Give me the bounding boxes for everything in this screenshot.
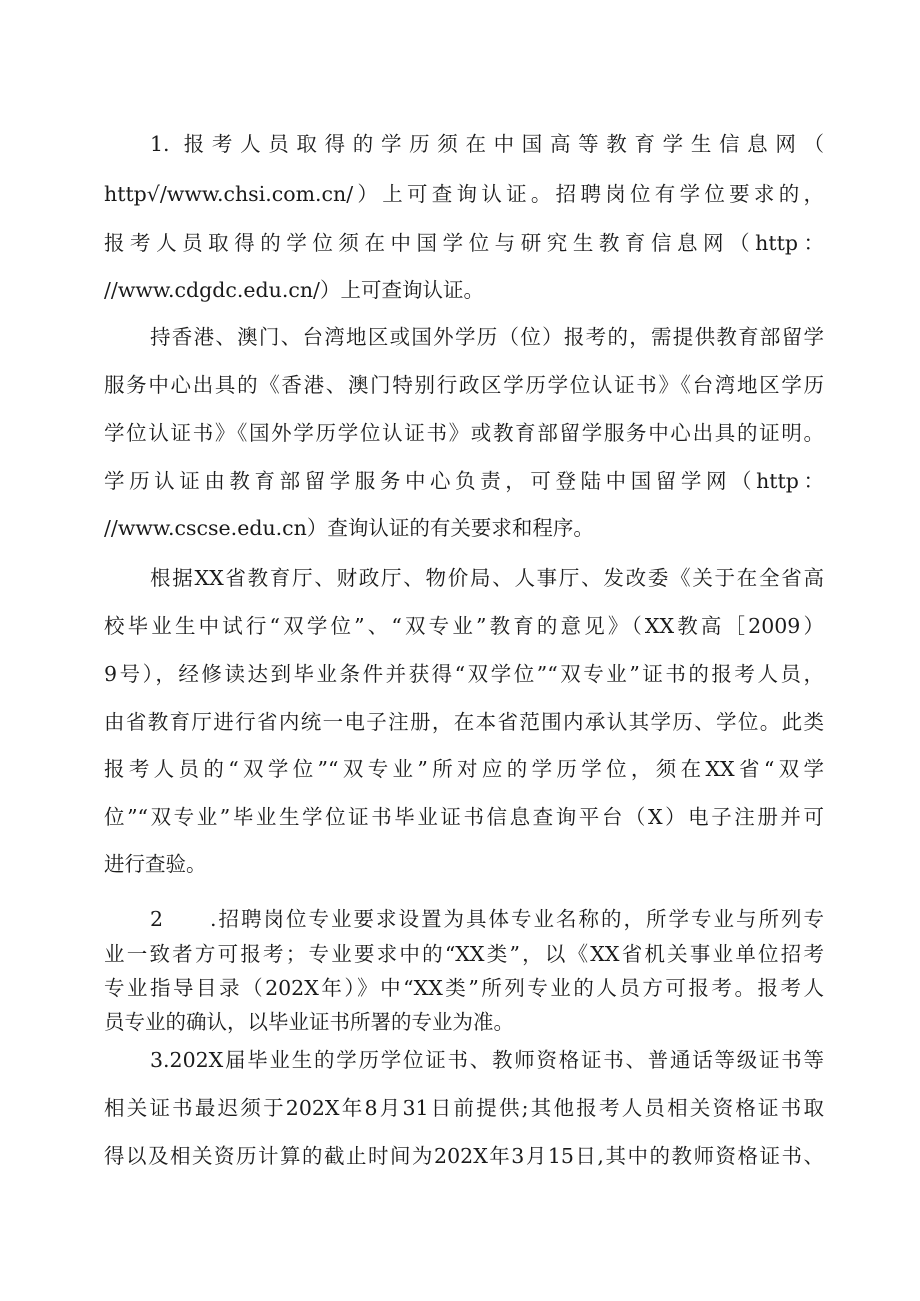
paragraph-line: 报考人员取得的学位须在中国学位与研究生教育信息网（http：: [104, 231, 824, 255]
paragraph-line: 进行查验。: [104, 852, 207, 876]
paragraph-line: 2 .招聘岗位专业要求设置为具体专业名称的，所学专业与所列专: [150, 907, 824, 931]
paragraph-line: 学位认证书》《国外学历学位认证书》或教育部留学服务中心出具的证明。: [104, 421, 824, 445]
paragraph-line: http√/www.chsi.com.cn/）上可查询认证。招聘岗位有学位要求的，: [104, 182, 824, 206]
paragraph-line: 报考人员的“双学位”“双专业”所对应的学历学位，须在XX省“双学: [104, 757, 824, 781]
paragraph-line: 持香港、澳门、台湾地区或国外学历（位）报考的，需提供教育部留学: [150, 325, 824, 349]
paragraph-line: 服务中心出具的《香港、澳门特别行政区学历学位认证书》《台湾地区学历: [104, 373, 824, 397]
paragraph-line: 1. 报考人员取得的学历须在中国高等教育学生信息网（: [150, 132, 824, 156]
paragraph-line: 员专业的确认，以毕业证书所署的专业为准。: [104, 1010, 514, 1034]
paragraph-line: //www.cdgdc.edu.cn/）上可查询认证。: [104, 278, 484, 302]
paragraph-line: 9号），经修读达到毕业条件并获得“双学位”“双专业”证书的报考人员，: [104, 662, 824, 686]
paragraph-line: 学历认证由教育部留学服务中心负责，可登陆中国留学网（http：: [104, 469, 824, 493]
paragraph-line: 3.202X届毕业生的学历学位证书、教师资格证书、普通话等级证书等: [150, 1048, 824, 1072]
paragraph-line: 相关证书最迟须于202X年8月31日前提供;其他报考人员相关资格证书取: [104, 1096, 824, 1120]
paragraph-line: 由省教育厅进行省内统一电子注册，在本省范围内承认其学历、学位。此类: [104, 710, 824, 734]
paragraph-line: 根据XX省教育厅、财政厅、物价局、人事厅、发改委《关于在全省高: [150, 566, 824, 590]
paragraph-line: 得以及相关资历计算的截止时间为202X年3月15日,其中的教师资格证书、: [104, 1144, 824, 1168]
paragraph-line: 业一致者方可报考；专业要求中的“XX类”，以《XX省机关事业单位招考: [104, 942, 824, 966]
paragraph-line: 专业指导目录（202X年）》中“XX类”所列专业的人员方可报考。报考人: [104, 976, 824, 1000]
paragraph-line: 位”“双专业”毕业生学位证书毕业证书信息查询平台（X）电子注册并可: [104, 805, 824, 829]
paragraph-line: //www.cscse.edu.cn）查询认证的有关要求和程序。: [104, 516, 594, 540]
paragraph-line: 校毕业生中试行“双学位”、“双专业”教育的意见》（XX教高［2009）: [104, 614, 824, 638]
